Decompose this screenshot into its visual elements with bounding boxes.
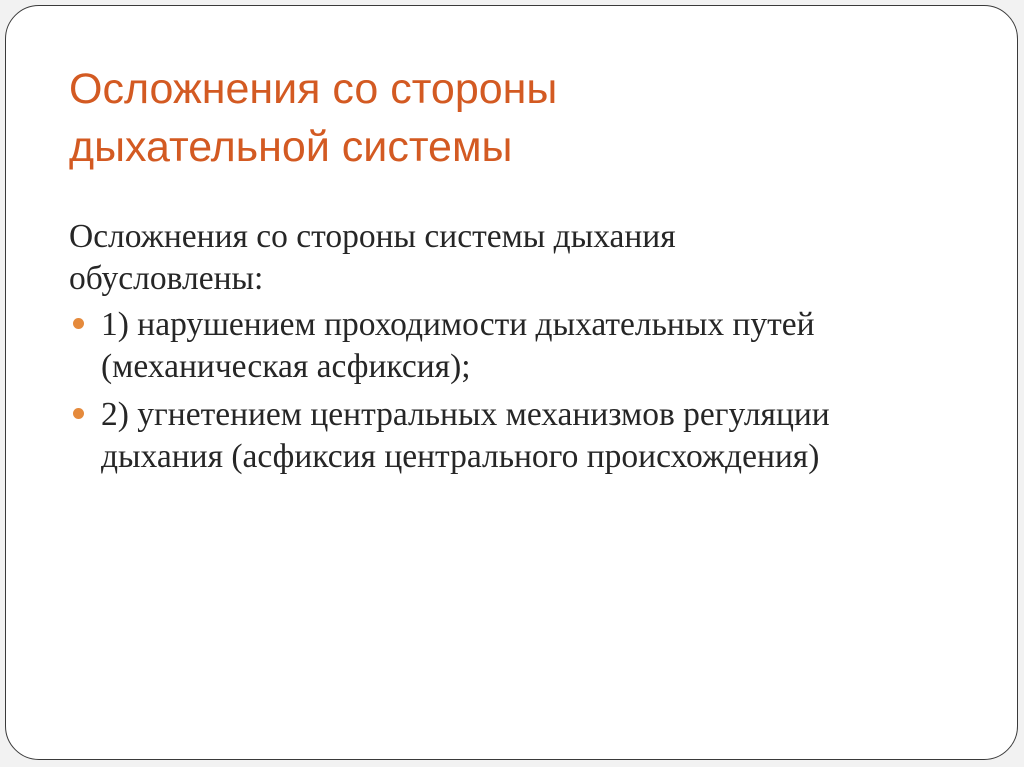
bullet-dot-icon bbox=[73, 408, 84, 419]
bullet-2-line-1: 2) угнетением центральных механизмов регуляции bbox=[101, 396, 830, 433]
bullet-1-line-2: (механическая асфиксия); bbox=[101, 348, 471, 385]
slide-title bbox=[69, 60, 949, 176]
bullet-2-line-2: дыхания (асфиксия центрального происхождения) bbox=[101, 438, 820, 475]
bullet-item-1 bbox=[69, 304, 969, 388]
intro-line-1: Осложнения со стороны системы дыхания bbox=[69, 218, 676, 255]
bullet-1-line-1: 1) нарушением проходимости дыхательных путей bbox=[101, 306, 815, 343]
slide bbox=[5, 5, 1018, 760]
slide-title-line-1: Осложнения со стороны bbox=[69, 65, 558, 113]
slide-body bbox=[69, 216, 969, 484]
intro-text bbox=[69, 216, 969, 300]
intro-line-2: обусловлены: bbox=[69, 260, 264, 297]
bullet-item-2 bbox=[69, 394, 969, 478]
bullet-list bbox=[69, 304, 969, 478]
slide-title-line-2: дыхательной системы bbox=[69, 123, 513, 171]
bullet-dot-icon bbox=[73, 318, 84, 329]
